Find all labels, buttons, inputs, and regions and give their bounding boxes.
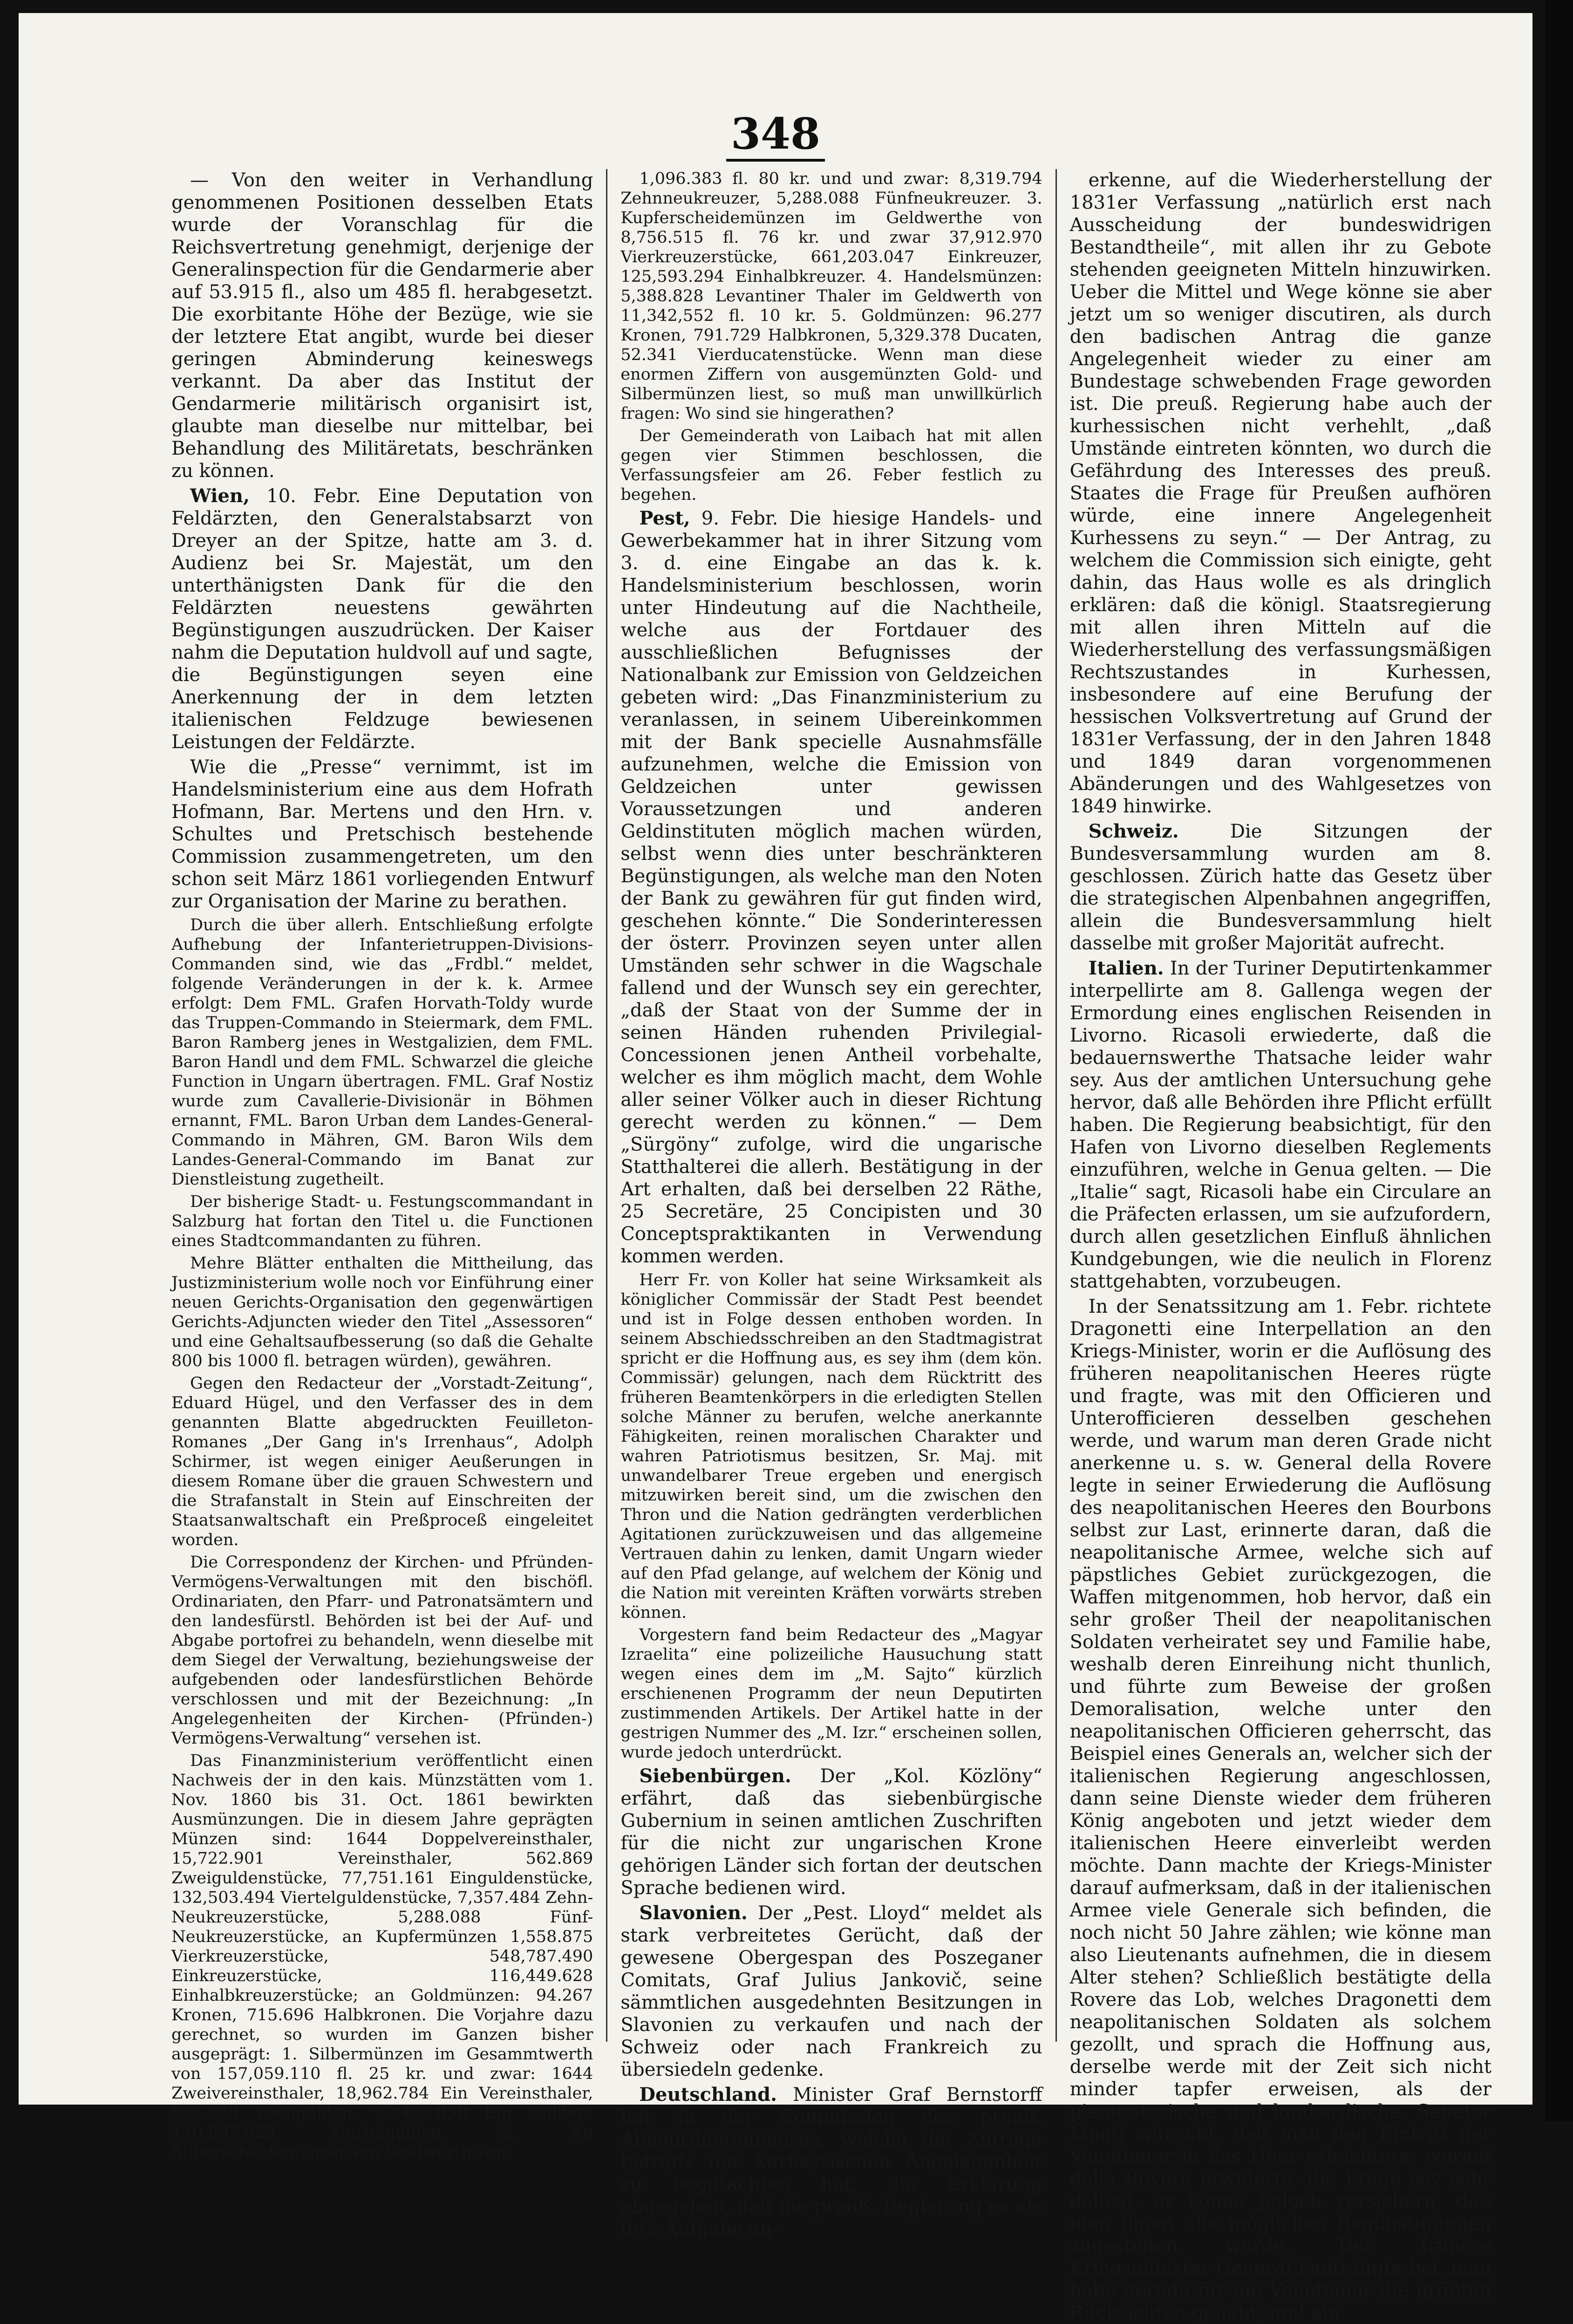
article-paragraph	[171, 1254, 593, 1371]
paragraph-text: Herr Fr. von Koller hat seine Wirksamkeit als königlicher Commissär der Stadt Pest beendet und ist in Folge dessen enthoben worden. In seinem Abschiedsschreiben an den Stadtmagistrat spricht er die Hoffnung aus, es sey ihm (dem kön. Commissär) gelungen, nach dem Rücktritt des früheren Beamtenkörpers in die erledigten Stellen solche Männer zu berufen, welche anerkannte Fähigkeiten, reinen moralischen Charakter und wahren Patriotismus besitzen, Sr. Maj. mit unwandelbarer Treue ergeben und energisch mitzuwirken bereit sind, um die zwischen den Thron und die Nation gedrängten verderblichen Agitationen zurückzuweisen und das allgemeine Vertrauen dahin zu lenken, damit Ungarn wieder auf den Pfad gelange, auf welchem der König und die Nation mit vereinten Kräften vorwärts streben können.	[620, 1271, 1042, 1622]
article-paragraph	[620, 426, 1042, 504]
paragraph-text: Das Finanzministerium veröffentlicht einen Nachweis der in den kais. Münzstätten vom 1. Nov. 1860 bis 31. Oct. 1861 bewirkten Ausmünzungen. Die in diesem Jahre geprägten Münzen sind: 1644 Doppelvereinsthaler, 15,722.901 Vereinsthaler, 562.869 Zweiguldenstücke, 77,751.161 Einguldenstücke, 132,503.494 Viertelguldenstücke, 7,357.484 Zehn-Neukreuzerstücke, 5,288.088 Fünf-Neukreuzerstücke, an Kupfermünzen 1,558.875 Vierkreuzerstücke, 548,787.490 Einkreuzerstücke, 116,449.628 Einhalbkreuzerstücke; an Goldmünzen: 94.267 Kronen, 715.696 Halbkronen. Die Vorjahre dazu gerechnet, so wurden im Ganzen bisher ausgeprägt: 1. Silbermünzen im Gesammtwerth von 157,059.110 fl. 25 kr. und zwar: 1644 Zweivereinsthaler, 18,962.784 Ein Vereinsthaler, 565.869 Zweigulden, 92,409.858 Ein Gulden, 140,897.625 Viertelgulden. 2. An Silberscheidemünzen ein Geldwerth von	[171, 1752, 593, 2161]
paragraph-text: In der Turiner Deputirtenkammer interpellirte am 8. Gallenga wegen der Ermordung eines englischen Reisenden in Livorno. Ricasoli erwiederte, daß die bedauernswerthe Thatsache leider wahr sey. Aus der amtlichen Untersuchung gehe hervor, daß alle Behörden ihre Pflicht erfüllt haben. Die Regierung beabsichtigt, für den Hafen von Livorno dieselben Reglements einzuführen, welche in Genua gelten. — Die „Italie“ sagt, Ricasoli habe ein Circulare an die Präfecten erlassen, um sie aufzufordern, durch allen gesetzlichen Einfluß ähnlichen Kundgebungen, wie die neulich in Florenz stattgehabten, vorzubeugen.	[1069, 958, 1491, 1292]
paragraph-text: 1,096.383 fl. 80 kr. und und zwar: 8,319.794 Zehnneukreuzer, 5,288.088 Fünfneukreuzer. 3. Kupferscheidemünzen im Geldwerthe von 8,756.515 fl. 76 kr. und zwar 37,912.970 Vierkreuzerstücke, 661,203.047 Einkreuzer, 125,593.294 Einhalbkreuzer. 4. Handelsmünzen: 5,388.828 Levantiner Thaler im Geldwerth von 11,342,552 fl. 10 kr. 5. Goldmünzen: 96.277 Kronen, 791.729 Halbkronen, 5,329.378 Ducaten, 52.341 Vierducatenstücke. Wenn man diese enormen Ziffern von ausgemünzten Gold- und Silbermünzen liest, so muß man unwillkürlich fragen: Wo sind sie hingerathen?	[620, 170, 1042, 423]
article-paragraph	[1070, 1295, 1491, 2324]
dateline: Deutschland.	[639, 2084, 777, 2106]
column-2	[607, 169, 1056, 2240]
page-number: 348	[19, 109, 1532, 159]
dateline: Pest,	[639, 507, 690, 529]
article-paragraph	[171, 485, 593, 753]
article-paragraph	[171, 169, 593, 482]
paragraph-text: Vorgestern fand beim Redacteur des „Magyar Izraelita“ eine polizeiliche Hausuchung statt wegen eines dem im „M. Sajto“ kürzlich erschienenen Programm der neun Deputirten zustimmenden Artikels. Der Artikel hatte in der gestrigen Nummer des „M. Izr.“ erscheinen sollen, wurde jedoch unterdrückt.	[620, 1626, 1042, 1762]
article-paragraph	[620, 1902, 1042, 2081]
paragraph-text: In der Senatssitzung am 1. Febr. richtete Dragonetti eine Interpellation an den Kriegs-Minister, worin er die Auflösung des früheren neapolitanischen Heeres rügte und fragte, was mit den Officieren und Unterofficieren desselben geschehen werde, und warum man deren Grade nicht anerkenne u. s. w. General della Rovere legte in seiner Erwiederung die Auflösung des neapolitanischen Heeres den Bourbons selbst zur Last, erinnerte daran, daß die neapolitanische Armee, welche sich auf päpstliches Gebiet zurückgezogen, die Waffen mitgenommen, hob hervor, daß ein sehr großer Theil der neapolitanischen Soldaten verheiratet sey und Familie habe, weshalb deren Einreihung nicht thunlich, und führte zum Beweise der großen Demoralisation, welche unter den neapolitanischen Officieren geherrscht, das Beispiel eines Generals an, welcher sich der italienischen Regierung angeschlossen, dann seine Dienste wieder dem früheren König angeboten und jetzt wieder dem italienischen Heere einverleibt werden möchte. Dann machte der Kriegs-Minister darauf aufmerksam, daß in der italienischen Armee viele Generale sich befinden, die noch nicht 50 Jahre zählen; wie könne man also Lieutenants aufnehmen, die in diesem Alter stehen? Schließlich bestätigte della Rovere das Lob, welches Dragonetti dem neapolitanischen Soldaten als solchem gezollt, und sprach die Hoffnung aus, derselbe werde mit der Zeit sich nicht minder tapfer erweisen, als der piemontesische und lombardische. Senator Linati wünscht, daß man den Eintritt der Venetianer in das Heer erleichtere, worauf della Rovere erwiderte, die Frage sey sehr delicat, er könne jedoch versichern, daß man ihnen alle möglichen Begünstigungen zugestehen werde. Der frühere Kriegsminister General Fanti fügte bei, man habe gerade für die Venetianer die größten Rücksichten gehabt, und ein	[1069, 1296, 1491, 2324]
column-1	[158, 169, 607, 2161]
paragraph-text: Mehre Blätter enthalten die Mittheilung, das Justizministerium wolle noch vor Einführung einer neuen Gerichts-Organisation den gegenwärtigen Gerichts-Adjuncten wieder den Titel „Assessoren“ und eine Gehaltsaufbesserung (so daß die Gehalte 800 bis 1000 fl. betragen würden), gewähren.	[171, 1254, 593, 1370]
paragraph-text: Gegen den Redacteur der „Vorstadt-Zeitung“, Eduard Hügel, und den Verfasser des in dem genannten Blatte abgedruckten Feuilleton-Romanes „Der Gang in's Irrenhaus“, Adolph Schirmer, ist wegen einiger Aeußerungen in diesem Romane über die grauen Schwestern und die Strafanstalt in Stein auf Einschreiten der Staatsanwaltschaft ein Preßproceß eingeleitet worden.	[171, 1374, 593, 1549]
paragraph-text: Der „Pest. Lloyd“ meldet als stark verbreitetes Gerücht, daß der gewesene Obergespan des Poszeganer Comitats, Graf Julius Jankovič, seine sämmtlichen ausgedehnten Besitzungen in Slavonien zu verkaufen und nach der Schweiz oder nach Frankreich zu übersiedeln gedenke.	[620, 1902, 1042, 2080]
article-paragraph	[1070, 169, 1491, 818]
paragraph-text: erkenne, auf die Wiederherstellung der 1831er Verfassung „natürlich erst nach Ausscheidung der bundeswidrigen Bestandtheile“, mit allen ihr zu Gebote stehenden geeigneten Mitteln hinzuwirken. Ueber die Mittel und Wege könne sie aber jetzt um so weniger discutiren, als durch den badischen Antrag die ganze Angelegenheit wieder zu einer am Bundestage schwebenden Frage geworden ist. Die preuß. Regierung habe auch der kurhessischen nicht verhehlt, „daß Umstände eintreten könnten, wo durch die Gefährdung des Interesses des preuß. Staates die Frage für Preußen aufhören würde, eine innere Angelegenheit Kurhessens zu seyn.“ — Der Antrag, zu welchem die Commission sich einigte, geht dahin, das Haus wolle es als dringlich erklären: daß die königl. Staatsregierung mit allen ihren Mitteln auf die Wiederherstellung des verfassungsmäßigen Rechtszustandes in Kurhessen, insbesondere auf eine Berufung der hessischen Volksvertretung auf Grund der 1831er Verfassung, der in den Jahren 1848 und 1849 daran vorgenommenen Abänderungen und des Wahlgesetzes von 1849 hinwirke.	[1069, 170, 1491, 817]
scan-edge	[1545, 0, 1573, 2121]
dateline: Schweiz.	[1088, 820, 1179, 842]
paragraph-text: Der Gemeinderath von Laibach hat mit allen gegen vier Stimmen beschlossen, die Verfassungsfeier am 26. Feber festlich zu begehen.	[620, 427, 1042, 504]
newspaper-page	[19, 13, 1532, 2324]
article-paragraph	[620, 169, 1042, 423]
dateline: Siebenbürgen.	[639, 1765, 791, 1787]
dateline: Italien.	[1088, 957, 1164, 979]
paragraph-text: Der „Kol. Közlöny“ erfährt, daß das siebenbürgische Gubernium in seinen amtlichen Zuschriften für die nicht zur ungarischen Krone gehörigen Länder sich fortan der deutschen Sprache bedienen wird.	[620, 1765, 1042, 1899]
paragraph-text: Wie die „Presse“ vernimmt, ist im Handelsministerium eine aus dem Hofrath Hofmann, Bar. Mertens und den Hrn. v. Schultes und Pretschisch bestehende Commission zusammengetreten, um den schon seit März 1861 vorliegenden Entwurf zur Organisation der Marine zu berathen.	[171, 756, 593, 912]
article-paragraph	[171, 1192, 593, 1251]
article-paragraph	[1070, 820, 1491, 954]
article-paragraph	[171, 1553, 593, 1748]
dateline: Slavonien.	[639, 1902, 748, 1924]
paragraph-text: Durch die über allerh. Entschließung erfolgte Aufhebung der Infanterietruppen-Divisions-Commanden sind, wie das „Frdbl.“ meldet, folgende Veränderungen in der k. k. Armee erfolgt: Dem FML. Grafen Horvath-Toldy wurde das Truppen-Commando in Steiermark, dem FML. Baron Ramberg jenes in Westgalizien, dem FML. Baron Handl und dem FML. Schwarzel die gleiche Function in Ungarn übertragen. FML. Graf Nostiz wurde zum Cavallerie-Divisionär in Böhmen ernannt, FML. Baron Urban dem Landes-General-Commando in Mähren, GM. Baron Wils dem Landes-General-Commando im Banat zur Dienstleistung zugetheilt.	[171, 916, 593, 1189]
column-3	[1057, 169, 1505, 2324]
article-paragraph	[171, 915, 593, 1189]
paragraph-text: 10. Febr. Eine Deputation von Feldärzten, den Generalstabsarzt von Dreyer an der Spitze, hatte am 3. d. Audienz bei Sr. Majestät, um den unterthänigsten Dank für die den Feldärzten neuestens gewährten Begünstigungen auszudrücken. Der Kaiser nahm die Deputation huldvoll auf und sagte, die Begünstigungen seyen eine Anerkennung der in dem letzten italienischen Feldzuge bewiesenen Leistungen der Feldärzte.	[171, 485, 593, 753]
paragraph-text: Der bisherige Stadt- u. Festungscommandant in Salzburg hat fortan den Titel u. die Functionen eines Stadtcommandanten zu führen.	[171, 1193, 593, 1250]
paragraph-text: — Von den weiter in Verhandlung genommenen Positionen desselben Etats wurde der Voranschlag für die Reichsvertretung genehmigt, derjenige der Generalinspection für die Gendarmerie aber auf 53.915 fl., also um 485 fl. herabgesetzt. Die exorbitante Höhe der Bezüge, wie sie der letztere Etat angibt, wurde bei dieser geringen Abminderung keineswegs verkannt. Da aber das Institut der Gendarmerie militärisch organisirt ist, glaubte man dieselbe nur mittelbar, bei Behandlung des Militäretats, beschränken zu können.	[171, 170, 593, 482]
paragraph-text: Die Sitzungen der Bundesversammlung wurden am 8. geschlossen. Zürich hatte das Gesetz über die strategischen Alpenbahnen angegriffen, allein die Bundesversammlung hielt dasselbe mit großer Majorität aufrecht.	[1069, 821, 1491, 954]
article-paragraph	[620, 1625, 1042, 1762]
article-paragraph	[171, 1374, 593, 1550]
article-paragraph	[620, 507, 1042, 1268]
article-paragraph	[620, 1765, 1042, 1899]
article-paragraph	[620, 2084, 1042, 2240]
article-paragraph	[1070, 957, 1491, 1293]
text-columns	[158, 169, 1505, 2324]
paragraph-text: Die Correspondenz der Kirchen- und Pfründen-Vermögens-Verwaltungen mit den bischöfl. Ordinariaten, den Pfarr- und Patronatsämtern und den landesfürstl. Behörden ist bei der Auf- und Abgabe portofrei zu behandeln, wenn dieselbe mit dem Siegel der Verwaltung, beziehungsweise der aufgebenden oder landesfürstlichen Behörde verschlossen und mit der Bezeichnung: „In Angelegenheiten der Kirchen- (Pfründen-) Vermögens-Verwaltung“ versehen ist.	[171, 1553, 593, 1748]
paragraph-text: 9. Febr. Die hiesige Handels- und Gewerbekammer hat in ihrer Sitzung vom 3. d. eine Eingabe an das k. k. Handelsministerium beschlossen, worin unter Hindeutung auf die Nachtheile, welche aus der Fortdauer des ausschließlichen Befugnisses der Nationalbank zur Emission von Geldzeichen gebeten wird: „Das Finanzministerium zu veranlassen, in seinem Uibereinkommen mit der Bank specielle Ausnahmsfälle aufzunehmen, welche die Emission von Geldzeichen unter gewissen Voraussetzungen und anderen Geldinstituten möglich machen würden, selbst wenn dies unter beschränkteren Begünstigungen, als welche man den Noten der Bank zu gewähren für gut finden wird, geschehen könnte.“ Die Sonderinteressen der österr. Provinzen seyen unter allen Umständen sehr schwer in die Wagschale fallend und der Wunsch sey ein gerechter, „daß der Staat von der Summe der in seinen Händen ruhenden Privilegial-Concessionen jenen Antheil vorbehalte, welcher es ihm möglich macht, dem Wohle aller seiner Völker auch in dieser Richtung gerecht werden zu können.“ — Dem „Sürgöny“ zufolge, wird die ungarische Statthalterei die allerh. Bestätigung in der Art erhalten, daß bei derselben 22 Räthe, 25 Secretäre, 25 Concipisten und 30 Conceptspraktikanten in Verwendung kommen werden.	[620, 508, 1042, 1267]
dateline: Wien,	[190, 485, 250, 507]
paragraph-text: Minister Graf Bernstorff hat in der Commission des preuß. Abgeordnetenhauses, welche die Anträge betreffs der kurhessischen Angelegenheit zu begutachten hat, die Erklärung abgegeben, daß die preuß. Regierung es als ihre Aufgabe an-	[620, 2084, 1042, 2240]
article-paragraph	[171, 756, 593, 913]
article-paragraph	[171, 1751, 593, 2162]
article-paragraph	[620, 1270, 1042, 1622]
